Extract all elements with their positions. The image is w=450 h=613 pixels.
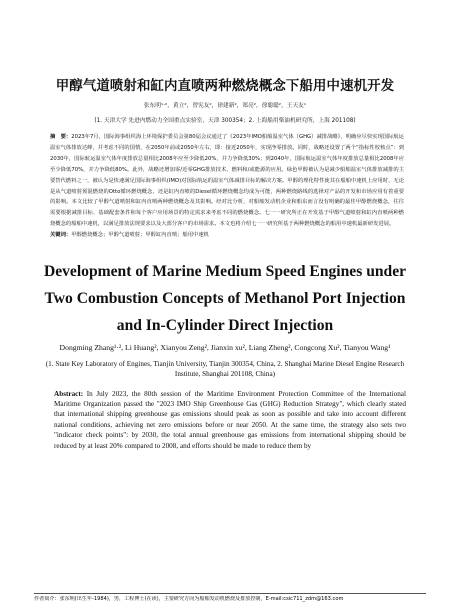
abstract-label-cn: 摘 要： bbox=[50, 134, 72, 140]
abstract-cn bbox=[50, 132, 404, 230]
keywords-text-cn: 甲醇燃烧概念；甲醇气道喷射；甲醇缸内直喷；船用中速机 bbox=[71, 232, 209, 239]
abstract-en bbox=[54, 389, 406, 451]
affiliation-en: (1. State Key Laboratory of Engines, Tianjin University, Tianjin 300354, China, 2. Shanghai Marine Diesel Engine Research Institute, Shanghai 201108, China) bbox=[45, 359, 405, 379]
abstract-text-cn: 2023年7月，国际海事组织海上环境保护委员会第80届会议通过了《2023年IMO船舶温室气体（GHG）减排战略》，明确应尽快实现国际航运温室气体排放达峰，并考虑不同的国情，在2050年前或2050年左右，即：接近2050年，实现净零排放。同时，战略还设置了两个“指标性校核点”：到2030年，国际航运温室气体年度排放总量相比2008年应至少降低20%，并力争降低30%；到2040年，国际航运温室气体年度排放总量相比2008年应至少降低70%，并力争降低80%。此外，战略还增加零/近零GHG排放技术、燃料和/或能源的应用。绿色甲醇被认为是减少船舶温室气体排放减排的主要替代燃料之一，被认为是快速满足国际海事组织(IMO)对国际航运的温室气体减排目标的解决方案。甲醇的理化特性使其在船舶中速机上应用时，无论是从气道喷射预混燃烧的Otto循环燃烧概念，还是缸内直喷的Diesel循环燃烧概念均成为可能，两种燃烧路线的选择对产品的开发和市场应用有着重要的影响。本文比较了甲醇气道喷射和缸内直喷两种燃烧概念及其影响。经对比分析，对船舶发动机企业和船东而言没有明确的最佳甲醇燃烧概念，往往需要根据减排目标、基础配套条件和每个客户应用场景的特定需求来考虑不同的燃烧概念。七一一研究所正在开发基于甲醇气道喷射和缸内直喷两种燃烧概念的船舶中速机，以满足排放法规要求以及大部分客户的市场需求。本文也将介绍七一一研究所基于两种燃烧概念的船用中速机最新研发进展。 bbox=[50, 134, 404, 228]
abstract-label-en: Abstract: bbox=[54, 389, 84, 398]
paper-title-en: Development of Marine Medium Speed Engines under Two Combustion Concepts of Methanol Port Injection and In-Cylinder Direct Injection bbox=[43, 263, 407, 335]
abstract-text-en: In July 2023, the 80th session of the Maritime Environment Protection Committee of the International Maritime Organization passed the "2023 IMO Ship Greenhouse Gas (GHG) Reduction Strategy", which clearly stated that international shipping greenhouse gas emissions should peak as soon as possible and take into account different national conditions, achieving net zero emissions before or near 2050. At the same time, the strategy also sets two "indicator check points": by 2030, the total annual greenhouse gas emissions from international shipping should be reduced by at least 20% compared to 2008, and efforts should be made to reduce them by bbox=[54, 389, 406, 450]
footnote-divider bbox=[34, 593, 426, 594]
author-list-en: Dongming Zhang¹·², Li Huang², Xianyou Zeng², Jianxin xu², Liang Zheng², Congcong Xu², Tianyou Wang¹ bbox=[59, 343, 391, 353]
paper-title-cn: 甲醇气道喷射和缸内直喷两种燃烧概念下船用中速机开发 bbox=[55, 79, 395, 94]
keywords-cn bbox=[50, 230, 404, 240]
keywords-label-cn: 关键词： bbox=[50, 232, 72, 239]
author-list-cn: 张东明¹·²，黄立²，曾宪友²，徐建新²，郑亮²，徐聪聪²，王天友¹ bbox=[143, 103, 307, 109]
affiliation-cn: (1. 天津大学 先进内燃动力全国重点实验室，天津 300354；2. 上海船用柴油机研究所，上海 201108) bbox=[94, 118, 356, 124]
author-footnote: 作者简介：张东明(出生年-1984)，男，工程博士(在读)，主要研究方向为船舶发动机燃烧及排放控制，E-mail:csic711_zdm@163.com bbox=[34, 596, 344, 602]
